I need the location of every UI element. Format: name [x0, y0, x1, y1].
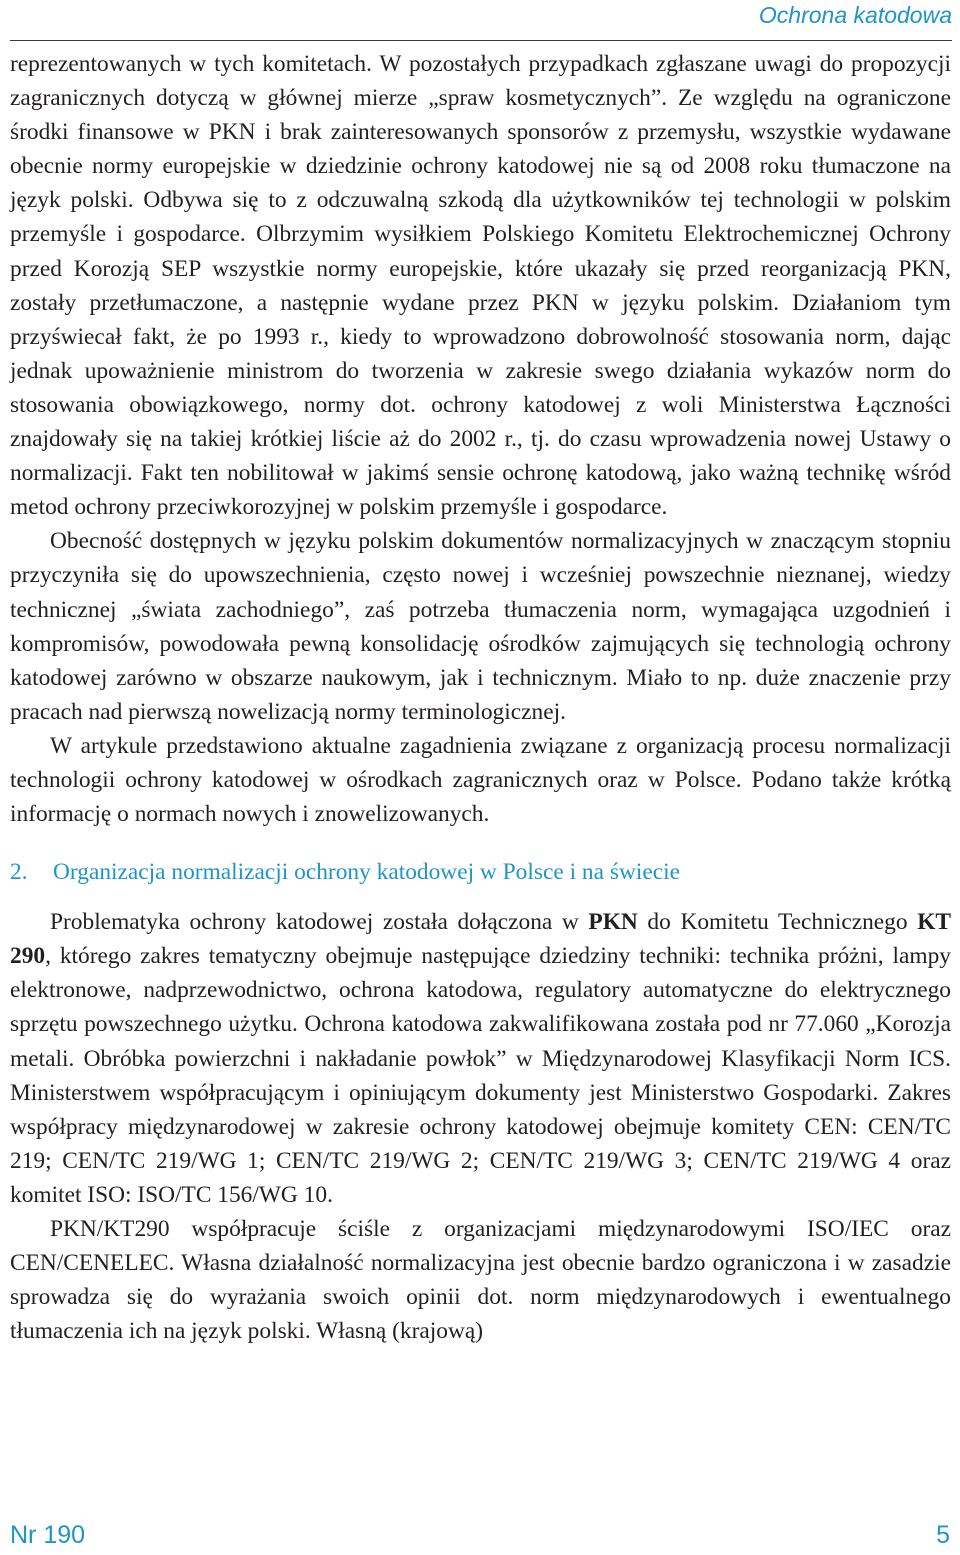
kt290-text-b: do Komitetu Technicznego [637, 909, 918, 936]
paragraph-availability: Obecność dostępnych w języku polskim dokumentów normalizacyjnych w znaczącym stopniu przyczyniła się do upowszechnienia, często nowej i wcześniej powszechnie nieznanej, wiedzy technicznej „świata zachodniego”, zaś potrzeba tłumaczenia norm, wymagająca uzgodnień i kompromisów, powodowała pewną konsolidację ośrodków zajmujących się technologią ochrony katodowej zarówno w obszarze naukowym, jak i technicznym. Miało to np. duże znaczenie przy pracach nad pierwszą nowelizacją normy terminologicznej. [10, 528, 951, 725]
page-header [10, 0, 952, 41]
page-footer [10, 1521, 952, 1555]
article-body [10, 47, 951, 1348]
issue-number: Nr 190 [10, 1521, 86, 1549]
journal-title: Ochrona katodowa [758, 2, 952, 28]
section-heading [10, 855, 951, 889]
paragraph-continuation: reprezentowanych w tych komitetach. W pozostałych przypadkach zgłaszane uwagi do propozycji zagranicznych dotyczą w głównej mierze „spraw kosmetycznych”. Ze względu na ograniczone środki finansowe w PKN i brak zainteresowanych sponsorów z przemysłu, wszystkie wydawane obecnie normy europejskie w dziedzinie ochrony katodowej nie są od 2008 roku tłumaczone na język polski. Odbywa się to z odczuwalną szkodą dla użytkowników tej technologii w polskim przemyśle i gospodarce. Olbrzymim wysiłkiem Polskiego Komitetu Elektrochemicznej Ochrony przed Korozją SEP wszystkie normy europejskie, które ukazały się przed reorganizacją PKN, zostały przetłumaczone, a następnie wydane przez PKN w języku polskim. Działaniom tym przyświecał fakt, że po 1993 r., kiedy to wprowadzono dobrowolność stosowania norm, dając jednak upoważnienie ministrom do tworzenia w zakresie swego działania wykazów norm do stosowania obowiązkowego, normy dot. ochrony katodowej z woli Ministerstwa Łączności znajdowały się na takiej krótkiej liście aż do 2002 r., tj. do czasu wprowadzenia nowej Ustawy o normalizacji. Fakt ten nobilitował w jakimś sensie ochronę katodową, jako ważną technikę wśród metod ochrony przeciwkorozyjnej w polskim przemyśle i gospodarce. [10, 51, 951, 521]
pkn-bold: PKN [588, 909, 638, 936]
page-number: 5 [936, 1521, 950, 1549]
paragraph-kt290 [10, 905, 951, 1212]
section-title: Organizacja normalizacji ochrony katodowej w Polsce i na świecie [53, 859, 680, 886]
section-number: 2. [10, 859, 28, 886]
paragraph-cooperation: PKN/KT290 współpracuje ściśle z organizacjami międzynarodowymi ISO/IEC oraz CEN/CENELEC. Własna działalność normalizacyjna jest obecnie bardzo ograniczona i w zasadzie sprowadza się do wyrażania swoich opinii dot. norm międzynarodowych i ewentualnego tłumaczenia ich na język polski. Własną (krajową) [10, 1216, 951, 1345]
kt290-text-a: Problematyka ochrony katodowej została dołączona w [50, 909, 589, 936]
kt290-bold: KT 290 [10, 909, 951, 970]
kt290-text-c: , którego zakres tematyczny obejmuje następujące dziedziny techniki: technika próżni, lampy elektronowe, nadprzewodnictwo, ochrona katodowa, regulatory automatyczne do elektrycznego sprzętu powszechnego użytku. Ochrona katodowa zakwalifikowana została pod nr 77.060 „Korozja metali. Obróbka powierzchni i nakładanie powłok” w Międzynarodowej Klasyfikacji Norm ICS. Ministerstwem współpracującym i opiniującym dokumenty jest Ministerstwo Gospodarki. Zakres współpracy międzynarodowej w zakresie ochrony katodowej obejmuje komitety CEN: CEN/TC 219; CEN/TC 219/WG 1; CEN/TC 219/WG 2; CEN/TC 219/WG 3; CEN/TC 219/WG 4 oraz komitet ISO: ISO/TC 156/WG 10. [10, 943, 951, 1208]
paragraph-article-scope: W artykule przedstawiono aktualne zagadnienia związane z organizacją procesu normalizacji technologii ochrony katodowej w ośrodkach zagranicznych oraz w Polsce. Podano także krótką informację o normach nowych i znowelizowanych. [10, 732, 951, 828]
